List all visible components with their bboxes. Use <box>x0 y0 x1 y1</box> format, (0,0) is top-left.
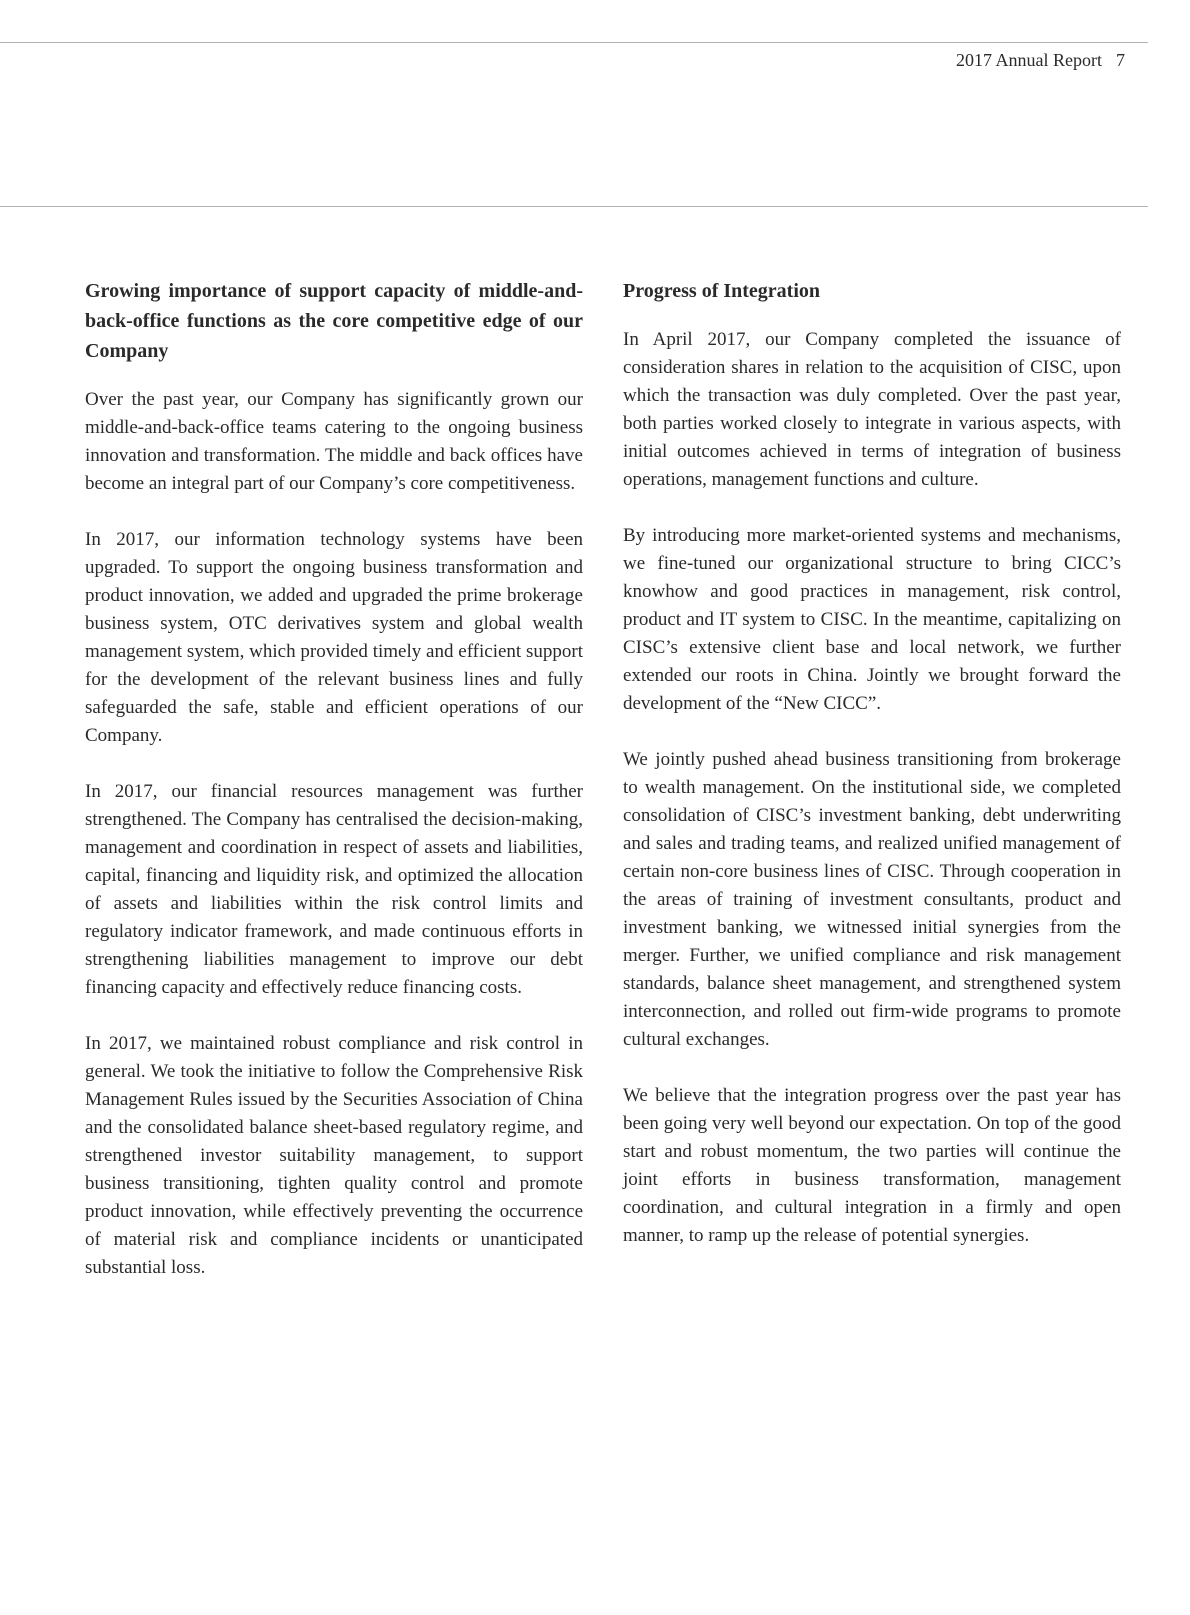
right-paragraph-3: We jointly pushed ahead business transitioning from brokerage to wealth management. On the institutional side, we completed consolidation of CISC’s investment banking, debt underwriting and sales and trading teams, and realized unified management of certain non-core business lines of CISC. Through cooperation in the areas of training of investment consultants, product and investment banking, we witnessed initial synergies from the merger. Further, we unified compliance and risk management standards, balance sheet management, and strengthened system interconnection, and rolled out firm-wide programs to promote cultural exchanges. <box>623 749 1121 1050</box>
left-section-heading: Growing importance of support capacity of middle-and-back-office functions as the core competitive edge of our Company <box>85 280 583 362</box>
page-header <box>956 50 1125 71</box>
left-column <box>85 276 583 1282</box>
left-paragraph-3: In 2017, our financial resources management was further strengthened. The Company has centralised the decision-making, management and coordination in respect of assets and liabilities, capital, financing and liquidity risk, and optimized the allocation of assets and liabilities within the risk control limits and regulatory indicator framework, and made continuous efforts in strengthening liabilities management to improve our debt financing capacity and effectively reduce financing costs. <box>85 781 583 998</box>
report-title: 2017 Annual Report <box>956 50 1102 70</box>
header-top-rule <box>0 42 1148 43</box>
content-columns <box>85 276 1121 1282</box>
right-paragraph-1: In April 2017, our Company completed the issuance of consideration shares in relation to the acquisition of CISC, upon which the transaction was duly completed. Over the past year, both parties worked closely to integrate in various aspects, with initial outcomes achieved in terms of integration of business operations, management functions and culture. <box>623 329 1121 490</box>
right-paragraph-2: By introducing more market-oriented systems and mechanisms, we fine-tuned our organizational structure to bring CICC’s knowhow and good practices in management, risk control, product and IT system to CISC. In the meantime, capitalizing on CISC’s extensive client base and local network, we further extended our roots in China. Jointly we brought forward the development of the “New CICC”. <box>623 525 1121 714</box>
page-number: 7 <box>1116 50 1125 70</box>
header-bottom-rule <box>0 206 1148 207</box>
right-section-heading: Progress of Integration <box>623 280 821 302</box>
left-paragraph-1: Over the past year, our Company has significantly grown our middle-and-back-office teams catering to the ongoing business innovation and transformation. The middle and back offices have become an integral part of our Company’s core competitiveness. <box>85 389 583 494</box>
left-paragraph-4: In 2017, we maintained robust compliance and risk control in general. We took the initiative to follow the Comprehensive Risk Management Rules issued by the Securities Association of China and the consolidated balance sheet-based regulatory regime, and strengthened investor suitability management, to support business transitioning, tighten quality control and promote product innovation, while effectively preventing the occurrence of material risk and compliance incidents or unanticipated substantial loss. <box>85 1033 583 1278</box>
left-paragraph-2: In 2017, our information technology systems have been upgraded. To support the ongoing business transformation and product innovation, we added and upgraded the prime brokerage business system, OTC derivatives system and global wealth management system, which provided timely and efficient support for the development of the relevant business lines and fully safeguarded the safe, stable and efficient operations of our Company. <box>85 529 583 746</box>
right-column <box>623 276 1121 1282</box>
right-paragraph-4: We believe that the integration progress over the past year has been going very well beyond our expectation. On top of the good start and robust momentum, the two parties will continue the joint efforts in business transformation, management coordination, and cultural integration in a firmly and open manner, to ramp up the release of potential synergies. <box>623 1085 1121 1246</box>
